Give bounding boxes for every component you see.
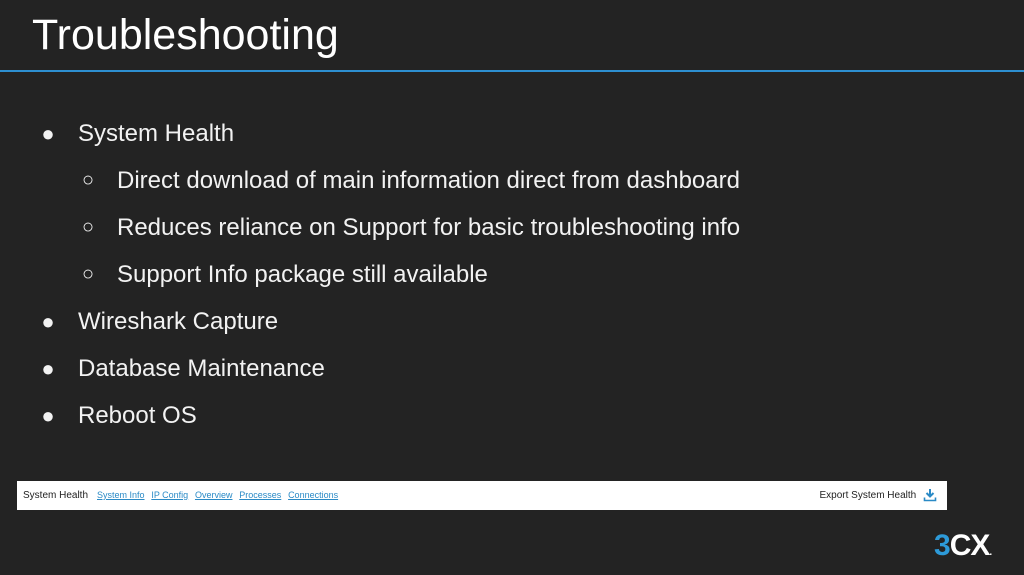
system-info-link[interactable]: System Info <box>97 490 145 500</box>
bullet-marker: ● <box>41 356 55 381</box>
slide-title: Troubleshooting <box>32 11 339 59</box>
sub-bullet-item <box>0 251 1024 298</box>
bullet-item <box>0 392 1024 439</box>
export-system-health-button[interactable] <box>820 481 938 510</box>
sub-bullet-marker: ○ <box>81 169 95 191</box>
connections-link[interactable]: Connections <box>288 490 339 500</box>
system-health-title: System Health <box>23 490 89 501</box>
processes-link[interactable]: Processes <box>239 490 282 500</box>
3cx-logo <box>934 530 991 562</box>
bullet-marker: ● <box>41 309 55 334</box>
bullet-item <box>0 110 1024 157</box>
system-health-strip <box>17 481 947 510</box>
overview-link[interactable]: Overview <box>194 490 233 500</box>
logo-mark: . <box>989 547 992 558</box>
bullet-text: System Health <box>78 120 235 147</box>
system-health-links <box>97 481 342 510</box>
logo-letters: CX <box>949 529 990 562</box>
bullet-text: Wireshark Capture <box>78 308 279 335</box>
bullet-marker: ● <box>41 121 55 146</box>
ip-config-link[interactable]: IP Config <box>151 490 189 500</box>
sub-bullet-item <box>0 157 1024 204</box>
sub-bullet-text: Support Info package still available <box>117 261 488 288</box>
bullet-text: Database Maintenance <box>78 355 325 382</box>
sub-bullet-item <box>0 204 1024 251</box>
download-icon[interactable] <box>923 488 937 502</box>
sub-bullet-marker: ○ <box>81 263 95 285</box>
bullet-marker: ● <box>41 403 55 428</box>
title-divider <box>0 70 1024 72</box>
sub-bullet-marker: ○ <box>81 216 95 238</box>
sub-bullet-text: Direct download of main information direct from dashboard <box>117 167 740 194</box>
export-system-health-label: Export System Health <box>819 490 917 501</box>
logo-number: 3 <box>934 529 950 562</box>
bullet-list <box>0 110 1024 439</box>
bullet-item <box>0 298 1024 345</box>
sub-bullet-text: Reduces reliance on Support for basic troubleshooting info <box>117 214 741 241</box>
bullet-item <box>0 345 1024 392</box>
bullet-text: Reboot OS <box>78 402 197 429</box>
